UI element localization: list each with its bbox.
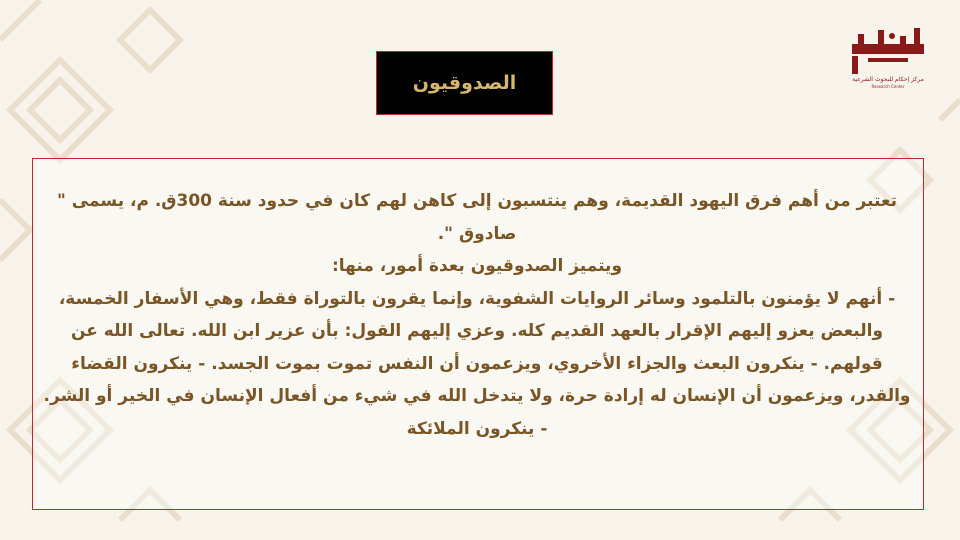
content-box bbox=[32, 158, 924, 510]
logo-mark bbox=[848, 26, 928, 76]
logo bbox=[848, 26, 928, 96]
slide-title-box bbox=[376, 51, 553, 115]
slide-title: الصدوقيون bbox=[412, 72, 517, 94]
paragraph-features: - أنهم لا يؤمنون بالتلمود وسائر الروايات الشفوية، وإنما يقرون بالتوراة فقط، وهي الأسفار الخمسة، والبعض يعزو إليهم الإقرار بالعهد القديم كله. وعزي إليهم القول: بأن عزير ابن الله. تعالى الله عن قولهم. - ينكرون البعث والجزاء الأخروي، ويزعمون أن النفس تموت بموت الجسد. - ينكرون القضاء والقدر، ويزعمون أن الإنسان له إرادة حرة، ولا يتدخل الله في شيء من أفعال الإنسان في الخير أو الشر. bbox=[43, 288, 911, 406]
paragraph-intro: تعتبر من أهم فرق اليهود القديمة، وهم ينتسبون إلى كاهن لهم كان في حدود سنة 300ق. م، يسمى " صادوق ". bbox=[57, 191, 897, 244]
logo-tagline: Research Center bbox=[871, 84, 905, 89]
paragraph-features-heading: ويتميز الصدوقيون بعدة أمور، منها: bbox=[331, 256, 623, 276]
content-text bbox=[39, 185, 915, 445]
logo-subtitle: مركز إحكام للبحوث الشرعية bbox=[852, 76, 924, 83]
paragraph-angels: - ينكرون الملائكة bbox=[406, 418, 548, 439]
